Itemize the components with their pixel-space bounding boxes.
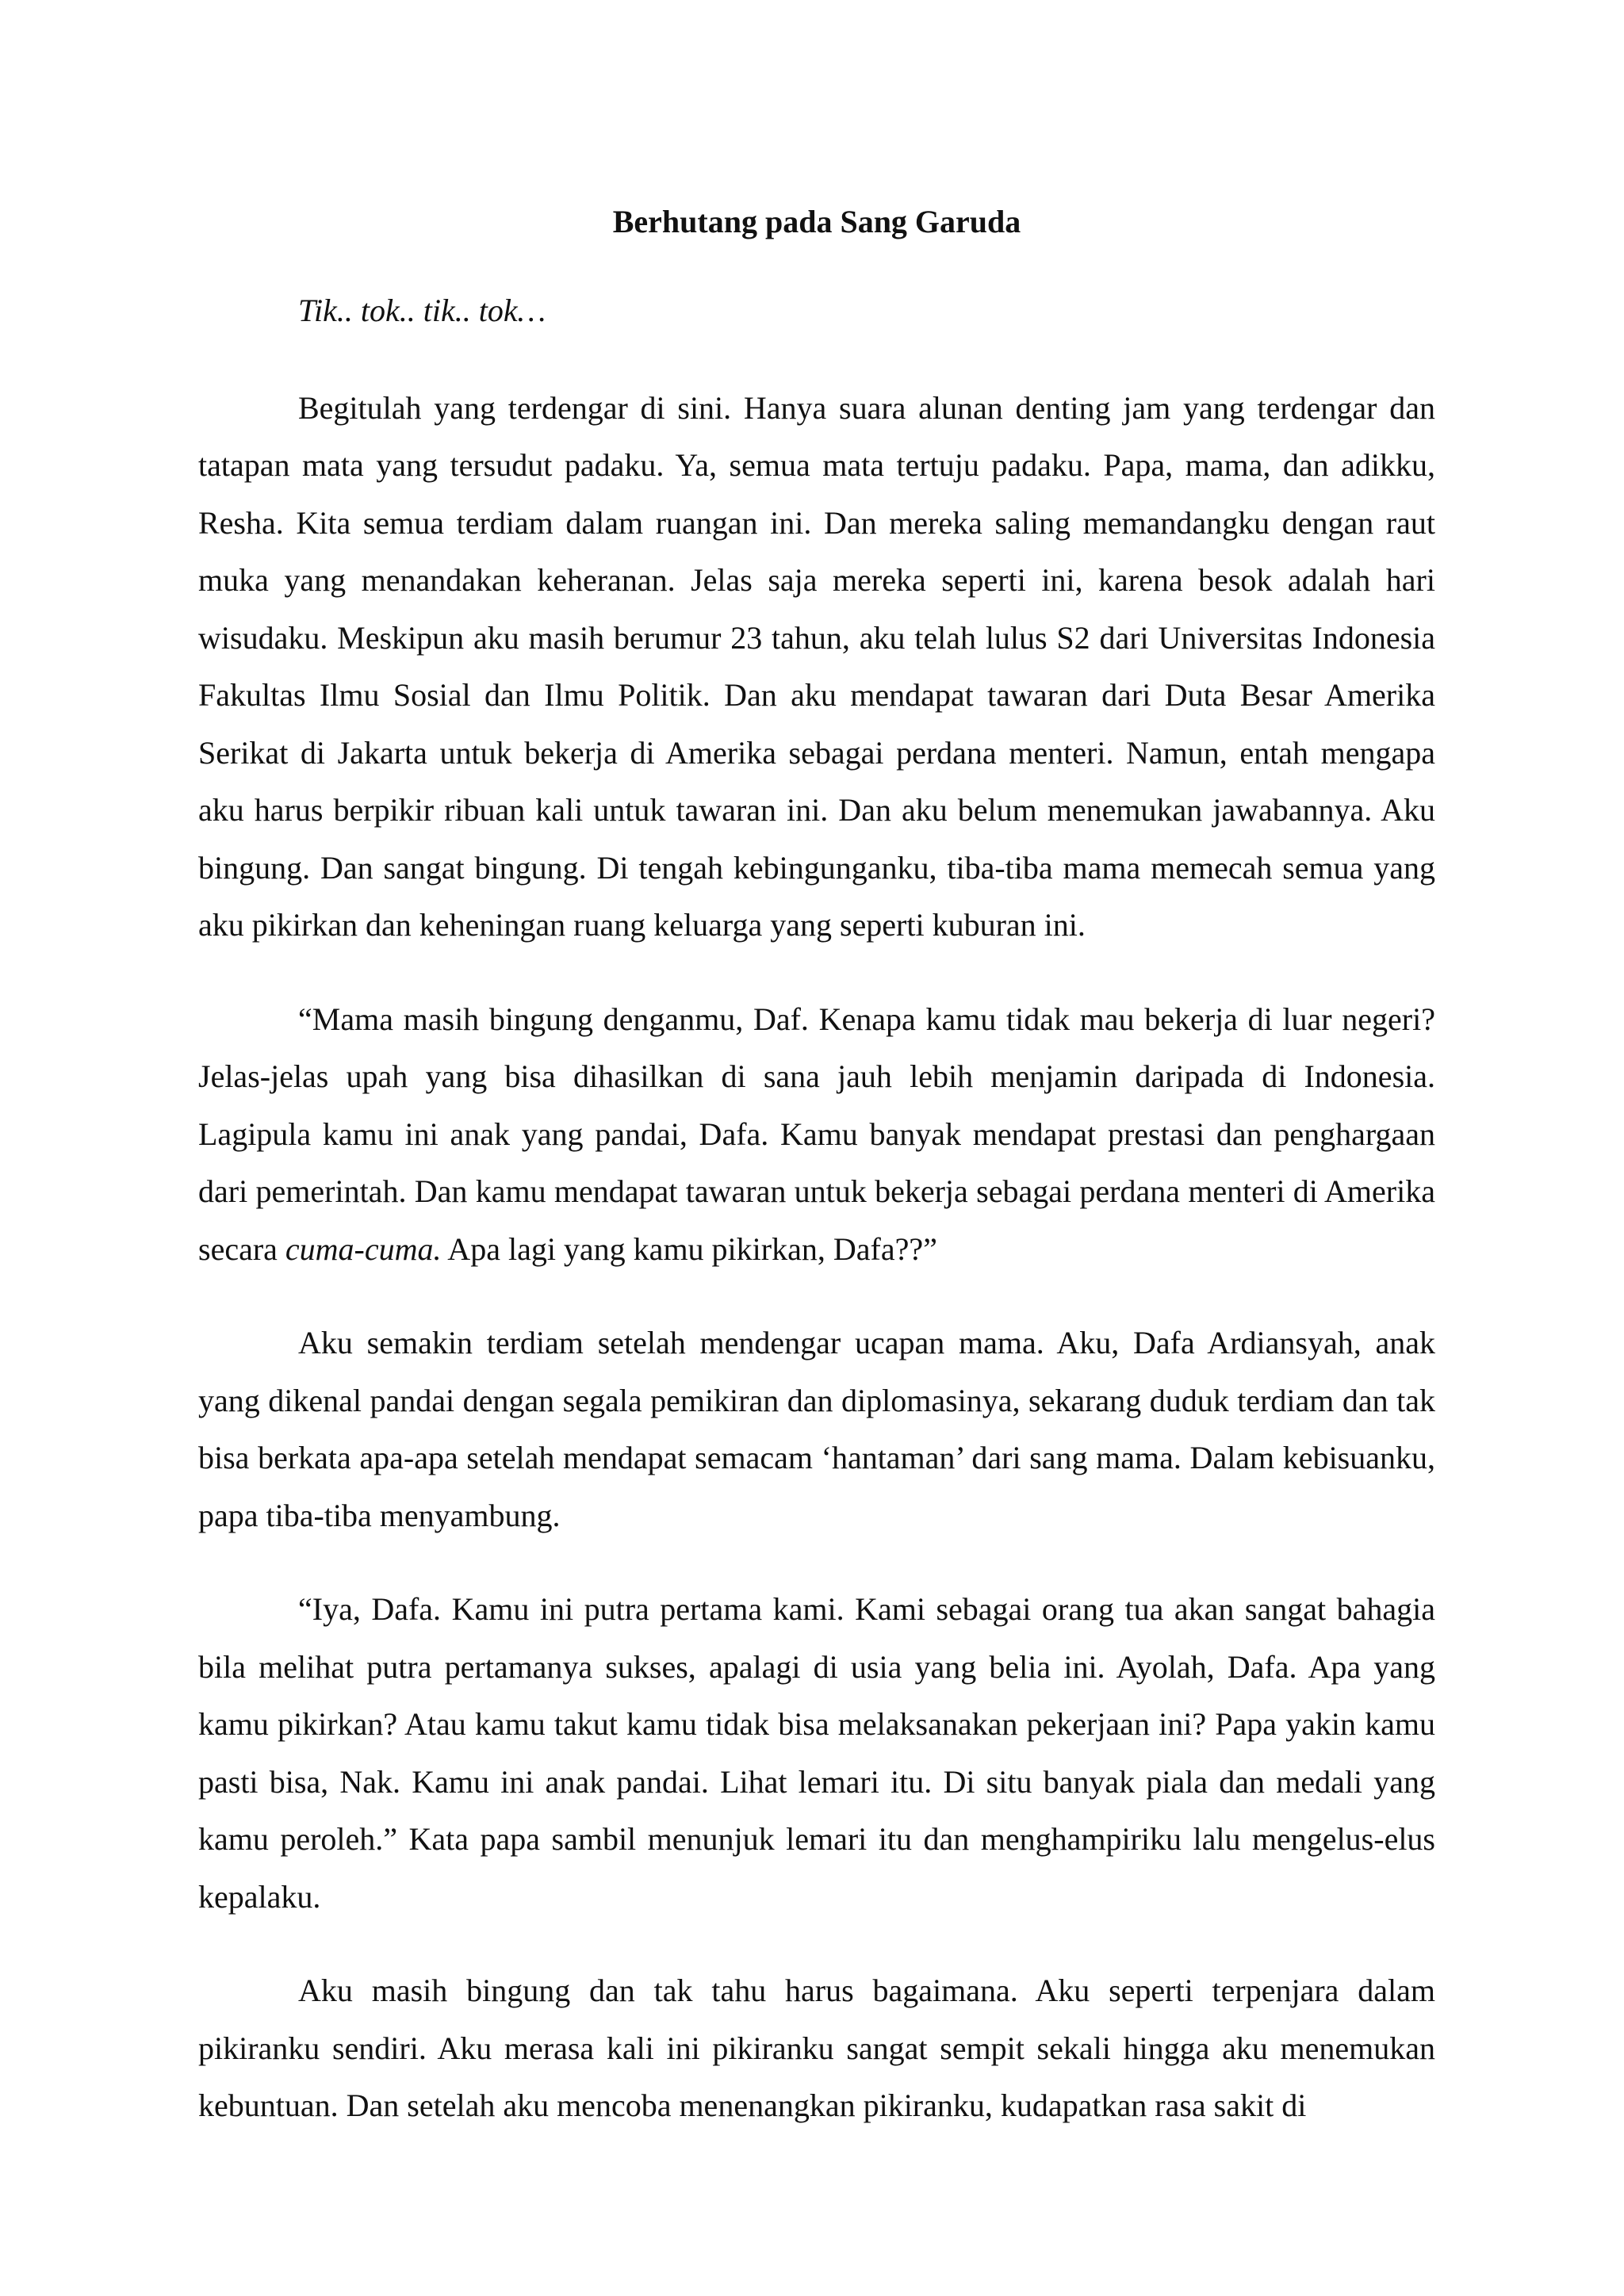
paragraph-mama-quote xyxy=(198,991,1435,1279)
mama-quote-end: Apa lagi yang kamu pikirkan, Dafa??” xyxy=(441,1230,937,1267)
story-title: Berhutang pada Sang Garuda xyxy=(612,204,1021,239)
mama-quote-italic: cuma-cuma. xyxy=(285,1230,442,1267)
opening-italic-text: Tik.. tok.. tik.. tok… xyxy=(298,293,546,328)
paragraph-5: Aku masih bingung dan tak tahu harus bagaimana. Aku seperti terpenjara dalam pikiranku sendiri. Aku merasa kali ini pikiranku sangat sempit sekali hingga aku menemukan kebuntuan. Dan setelah aku mencoba menenangkan pikiranku, kudapatkan rasa sakit di xyxy=(198,1973,1435,2123)
paragraph-1: Begitulah yang terdengar di sini. Hanya suara alunan denting jam yang terdengar dan tatapan mata yang tersudut padaku. Ya, semua mata tertuju padaku. Papa, mama, dan adikku, Resha. Kita semua terdiam dalam ruangan ini. Dan mereka saling memandangku dengan raut muka yang menandakan keheranan. Jelas saja mereka seperti ini, karena besok adalah hari wisudaku. Meskipun aku masih berumur 23 tahun, aku telah lulus S2 dari Universitas Indonesia Fakultas Ilmu Sosial dan Ilmu Politik. Dan aku mendapat tawaran dari Duta Besar Amerika Serikat di Jakarta untuk bekerja di Amerika sebagai perdana menteri. Namun, entah mengapa aku harus berpikir ribuan kali untuk tawaran ini. Dan aku belum menemukan jawabannya. Aku bingung. Dan sangat bingung. Di tengah kebingunganku, tiba-tiba mama memecah semua yang aku pikirkan dan keheningan ruang keluarga yang seperti kuburan ini. xyxy=(198,389,1435,943)
mama-quote-text: “Mama masih bingung denganmu, Daf. Kenapa kamu tidak mau bekerja di luar negeri? Jelas-jelas upah yang bisa dihasilkan di sana jauh lebih menjamin daripada di Indonesia. Lagipula kamu ini anak yang pandai, Dafa. Kamu banyak mendapat prestasi dan penghargaan dari pemerintah. Dan kamu mendapat tawaran untuk bekerja sebagai perdana menteri di Amerika secara xyxy=(198,1001,1435,1267)
opening-line xyxy=(198,282,1435,340)
paragraph-papa-quote: “Iya, Dafa. Kamu ini putra pertama kami. Kami sebagai orang tua akan sangat bahagia bila melihat putra pertamanya sukses, apalagi di usia yang belia ini. Ayolah, Dafa. Apa yang kamu pikirkan? Atau kamu takut kamu tidak bisa melaksanakan pekerjaan ini? Papa yakin kamu pasti bisa, Nak. Kamu ini anak pandai. Lihat lemari itu. Di situ banyak piala dan medali yang kamu peroleh.” Kata papa sambil menunjuk lemari itu dan menghampiriku lalu mengelus-elus kepalaku. xyxy=(198,1591,1435,1915)
document-page xyxy=(198,193,1435,2172)
paragraph-3: Aku semakin terdiam setelah mendengar ucapan mama. Aku, Dafa Ardiansyah, anak yang dikenal pandai dengan segala pemikiran dan diplomasinya, sekarang duduk terdiam dan tak bisa berkata apa-apa setelah mendapat semacam ‘hantaman’ dari sang mama. Dalam kebisuanku, papa tiba-tiba menyambung. xyxy=(198,1325,1435,1533)
